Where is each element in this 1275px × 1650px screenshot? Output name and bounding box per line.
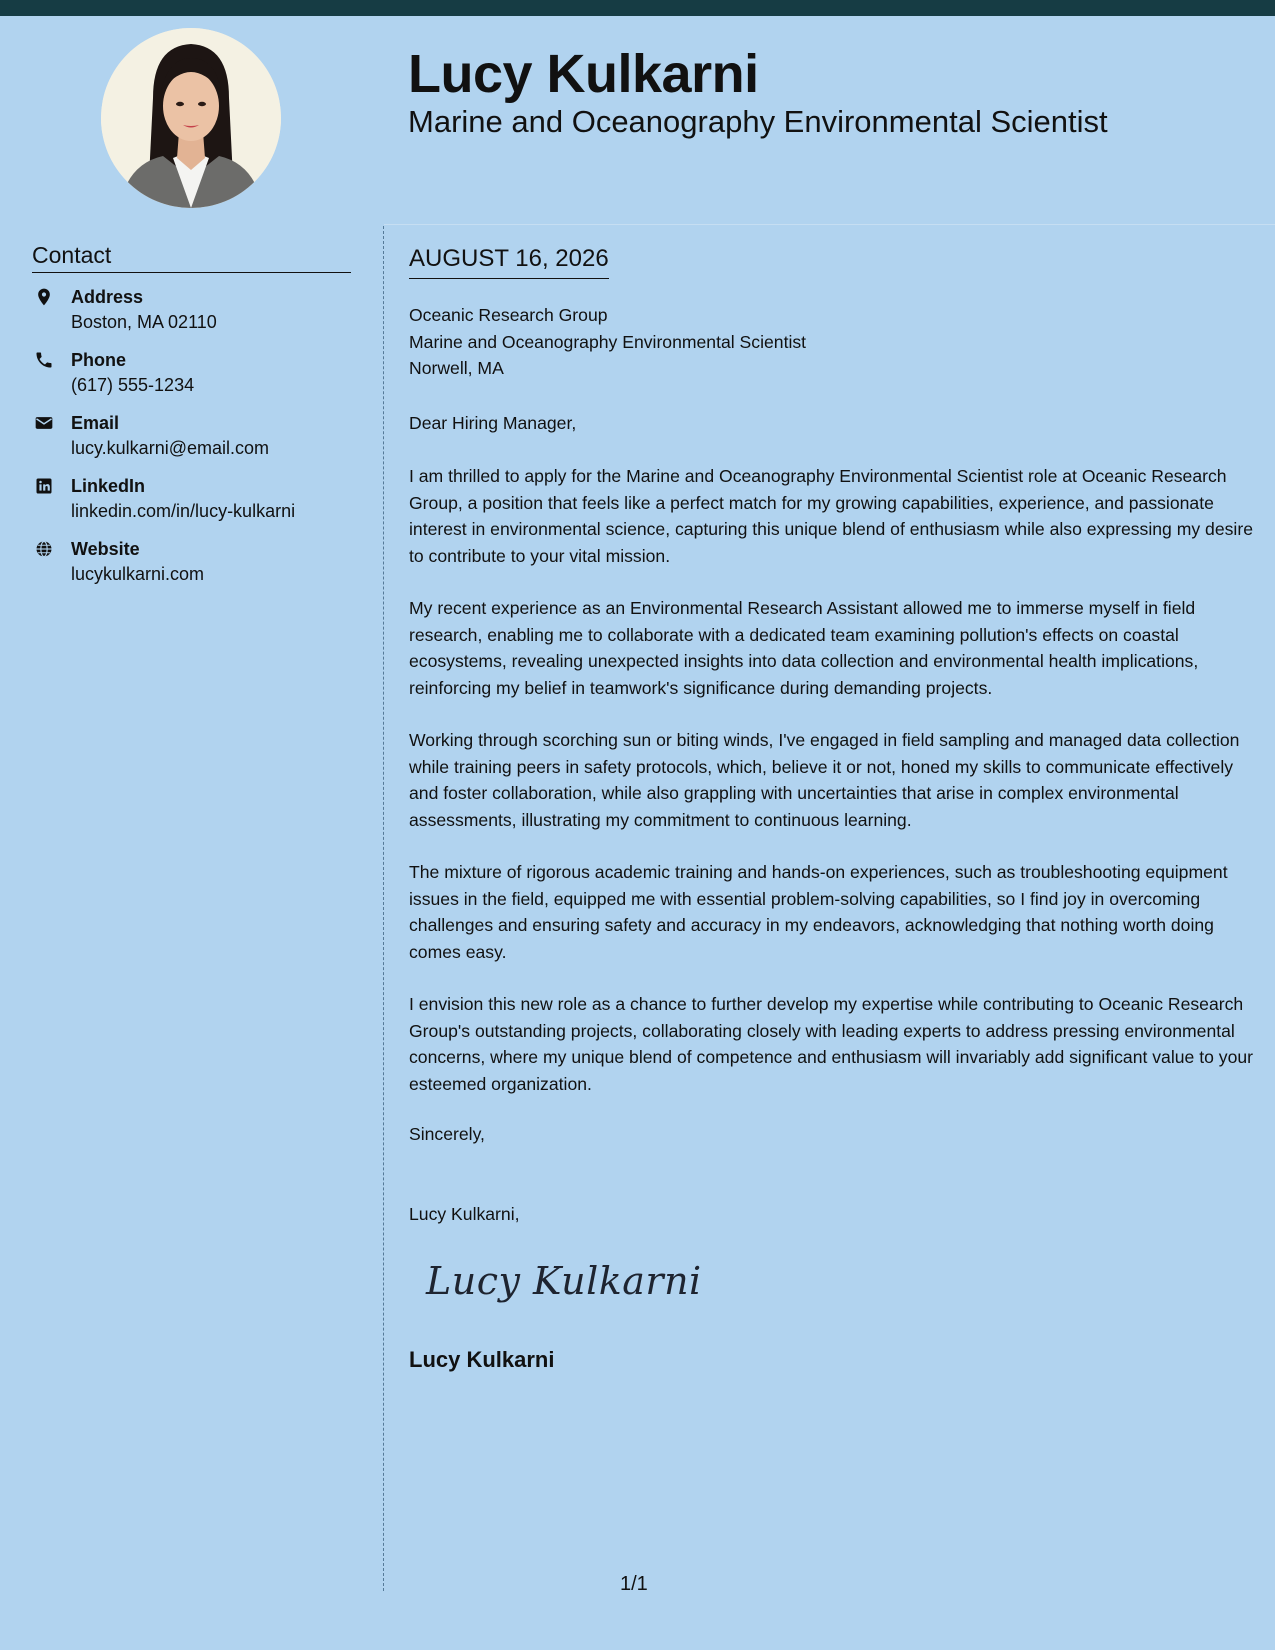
contact-value: (617) 555-1234 <box>71 375 195 395</box>
contact-label: Email <box>71 413 120 433</box>
candidate-title: Marine and Oceanography Environmental Scientist <box>408 104 1108 139</box>
contact-label: LinkedIn <box>71 476 146 496</box>
contact-item-address <box>32 283 362 346</box>
body-paragraph: Working through scorching sun or biting winds, I've engaged in field sampling and managed data collection while training peers in safety protocols, which, believe it or not, honed my skills to communicate effectively and foster collaboration, while also grappling with uncertainties that arise in complex environmental assessments, illustrating my commitment to continuous learning. <box>409 730 1240 830</box>
handwritten-signature: Lucy Kulkarni <box>426 1259 702 1303</box>
recipient-block <box>409 302 1259 382</box>
contact-item-email <box>32 409 362 472</box>
contact-item-website <box>32 535 362 598</box>
letter-date: AUGUST 16, 2026 <box>409 244 609 279</box>
contact-value: lucy.kulkarni@email.com <box>71 438 269 458</box>
linkedin-icon <box>34 476 54 496</box>
phone-icon <box>34 350 54 370</box>
contact-item-linkedin <box>32 472 362 535</box>
page-number: 1/1 <box>620 1573 648 1595</box>
contact-heading: Contact <box>32 240 351 273</box>
body-paragraph: I envision this new role as a chance to further develop my expertise while contributing to Oceanic Research Group's outstanding projects, collaborating closely with leading experts to address pressing environmental concerns, where my unique blend of competence and enthusiasm will invariably add significant value to your esteemed organization. <box>409 994 1253 1094</box>
body-paragraph: My recent experience as an Environmental Research Assistant allowed me to immerse myself in field research, enabling me to collaborate with a dedicated team examining pollution's effects on coastal ecosystems, revealing unexpected insights into data collection and environmental health implications, reinforcing my belief in teamwork's significance during demanding projects. <box>409 598 1199 698</box>
map-pin-icon <box>34 287 54 307</box>
signer-name: Lucy Kulkarni, <box>409 1204 520 1224</box>
contact-list <box>32 283 362 598</box>
recipient-location: Norwell, MA <box>409 358 504 378</box>
closing: Sincerely, <box>409 1124 485 1144</box>
greeting: Dear Hiring Manager, <box>409 413 577 433</box>
contact-label: Website <box>71 539 140 559</box>
contact-label: Address <box>71 287 144 307</box>
envelope-icon <box>34 413 54 433</box>
contact-value: linkedin.com/in/lucy-kulkarni <box>71 501 296 521</box>
candidate-name: Lucy Kulkarni <box>408 44 759 104</box>
globe-icon <box>34 539 54 559</box>
printed-name: Lucy Kulkarni <box>409 1347 555 1372</box>
profile-photo <box>101 28 281 208</box>
top-bar <box>0 0 1275 16</box>
contact-label: Phone <box>71 350 127 370</box>
recipient-company: Oceanic Research Group <box>409 305 608 325</box>
letter-body <box>409 463 1261 1123</box>
contact-value: Boston, MA 02110 <box>71 312 217 332</box>
body-paragraph: I am thrilled to apply for the Marine and Oceanography Environmental Scientist role at Oceanic Research Group, a position that feels like a perfect match for my growing capabilities, experience, and passionate interest in environmental science, capturing this unique blend of enthusiasm while also expressing my desire to contribute to your vital mission. <box>409 466 1253 566</box>
recipient-position: Marine and Oceanography Environmental Scientist <box>409 331 807 352</box>
contact-value: lucykulkarni.com <box>71 564 205 584</box>
header-divider <box>384 224 1275 225</box>
column-divider <box>383 226 384 1591</box>
body-paragraph: The mixture of rigorous academic training and hands-on experiences, such as troubleshooting equipment issues in the field, equipped me with essential problem-solving capabilities, so I find joy in overcoming challenges and ensuring safety and accuracy in my endeavors, acknowledging that nothing worth doing comes easy. <box>409 862 1228 962</box>
contact-item-phone <box>32 346 362 409</box>
portrait-illustration <box>101 28 281 208</box>
